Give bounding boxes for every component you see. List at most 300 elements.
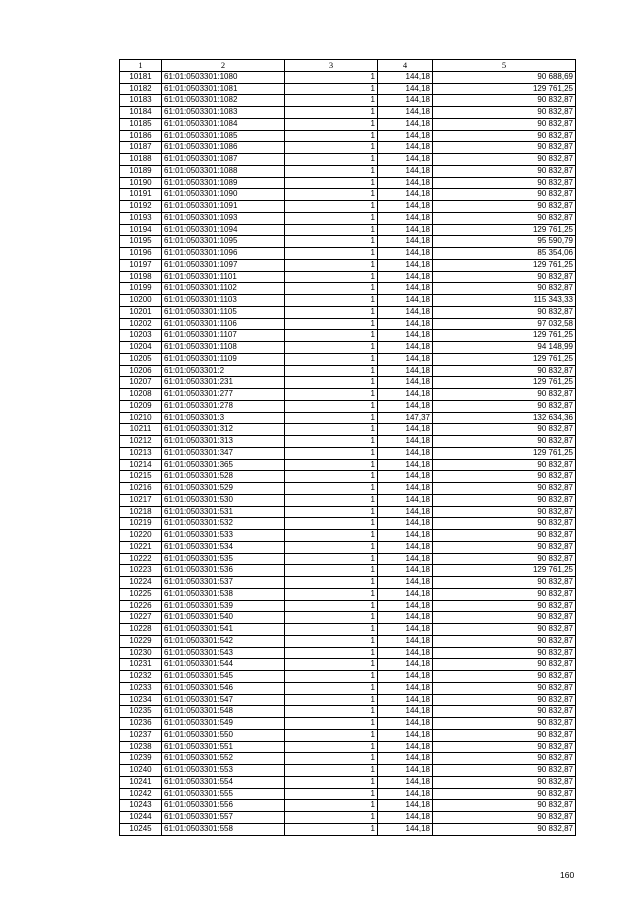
cadastral-number-cell: 61:01:0503301:529 (162, 483, 285, 495)
count-cell: 1 (285, 518, 378, 530)
row-index-cell: 10190 (120, 177, 162, 189)
cadastral-number-cell: 61:01:0503301:543 (162, 647, 285, 659)
row-index-cell: 10212 (120, 436, 162, 448)
value-cell: 90 832,87 (433, 494, 576, 506)
count-cell: 1 (285, 483, 378, 495)
area-cell: 144,18 (378, 671, 433, 683)
value-cell: 90 832,87 (433, 812, 576, 824)
cadastral-number-cell: 61:01:0503301:1095 (162, 236, 285, 248)
row-index-cell: 10244 (120, 812, 162, 824)
count-cell: 1 (285, 694, 378, 706)
value-cell: 90 832,87 (433, 459, 576, 471)
area-cell: 144,18 (378, 436, 433, 448)
cadastral-number-cell: 61:01:0503301:231 (162, 377, 285, 389)
value-cell: 90 832,87 (433, 306, 576, 318)
row-index-cell: 10187 (120, 142, 162, 154)
value-cell: 90 832,87 (433, 436, 576, 448)
table-row (120, 706, 576, 718)
area-cell: 144,18 (378, 318, 433, 330)
cadastral-number-cell: 61:01:0503301:1105 (162, 306, 285, 318)
count-cell: 1 (285, 553, 378, 565)
table-row (120, 107, 576, 119)
count-cell: 1 (285, 530, 378, 542)
row-index-cell: 10191 (120, 189, 162, 201)
row-index-cell: 10223 (120, 565, 162, 577)
value-cell: 90 832,87 (433, 741, 576, 753)
area-cell: 144,18 (378, 530, 433, 542)
cadastral-number-cell: 61:01:0503301:545 (162, 671, 285, 683)
table-row (120, 330, 576, 342)
table-row (120, 142, 576, 154)
value-cell: 95 590,79 (433, 236, 576, 248)
table-row (120, 295, 576, 307)
value-cell: 90 832,87 (433, 718, 576, 730)
table-row (120, 389, 576, 401)
row-index-cell: 10221 (120, 541, 162, 553)
table-row (120, 71, 576, 83)
row-index-cell: 10226 (120, 600, 162, 612)
value-cell: 85 354,06 (433, 248, 576, 260)
area-cell: 144,18 (378, 342, 433, 354)
area-cell: 144,18 (378, 541, 433, 553)
cadastral-number-cell: 61:01:0503301:1084 (162, 118, 285, 130)
row-index-cell: 10225 (120, 588, 162, 600)
area-cell: 144,18 (378, 565, 433, 577)
cadastral-number-cell: 61:01:0503301:1103 (162, 295, 285, 307)
value-cell: 90 832,87 (433, 682, 576, 694)
table-row (120, 753, 576, 765)
table-row (120, 788, 576, 800)
table-row (120, 224, 576, 236)
row-index-cell: 10236 (120, 718, 162, 730)
count-cell: 1 (285, 447, 378, 459)
table-row (120, 577, 576, 589)
value-cell: 90 832,87 (433, 635, 576, 647)
column-header-1: 1 (120, 60, 162, 72)
count-cell: 1 (285, 753, 378, 765)
cadastral-number-cell: 61:01:0503301:278 (162, 400, 285, 412)
value-cell: 129 761,25 (433, 447, 576, 459)
cadastral-number-cell: 61:01:0503301:1093 (162, 212, 285, 224)
value-cell: 90 832,87 (433, 165, 576, 177)
value-cell: 90 832,87 (433, 588, 576, 600)
area-cell: 144,18 (378, 389, 433, 401)
count-cell: 1 (285, 295, 378, 307)
area-cell: 144,18 (378, 154, 433, 166)
table-row (120, 201, 576, 213)
table-row (120, 342, 576, 354)
value-cell: 94 148,99 (433, 342, 576, 354)
cadastral-number-cell: 61:01:0503301:1088 (162, 165, 285, 177)
cadastral-number-cell: 61:01:0503301:558 (162, 823, 285, 835)
count-cell: 1 (285, 635, 378, 647)
cadastral-number-cell: 61:01:0503301:530 (162, 494, 285, 506)
cadastral-number-cell: 61:01:0503301:542 (162, 635, 285, 647)
row-index-cell: 10228 (120, 624, 162, 636)
area-cell: 144,18 (378, 776, 433, 788)
value-cell: 90 832,87 (433, 776, 576, 788)
cadastral-number-cell: 61:01:0503301:1080 (162, 71, 285, 83)
value-cell: 90 832,87 (433, 400, 576, 412)
area-cell: 144,18 (378, 83, 433, 95)
area-cell: 144,18 (378, 177, 433, 189)
table-row (120, 447, 576, 459)
row-index-cell: 10218 (120, 506, 162, 518)
value-cell: 90 832,87 (433, 212, 576, 224)
column-header-5: 5 (433, 60, 576, 72)
cadastral-number-cell: 61:01:0503301:1087 (162, 154, 285, 166)
cadastral-number-cell: 61:01:0503301:1086 (162, 142, 285, 154)
row-index-cell: 10185 (120, 118, 162, 130)
row-index-cell: 10199 (120, 283, 162, 295)
area-cell: 144,18 (378, 224, 433, 236)
area-cell: 144,18 (378, 295, 433, 307)
row-index-cell: 10222 (120, 553, 162, 565)
table-row (120, 588, 576, 600)
area-cell: 144,18 (378, 682, 433, 694)
column-header-3: 3 (285, 60, 378, 72)
row-index-cell: 10214 (120, 459, 162, 471)
count-cell: 1 (285, 682, 378, 694)
value-cell: 90 832,87 (433, 189, 576, 201)
data-table (119, 59, 576, 836)
area-cell: 144,18 (378, 741, 433, 753)
cadastral-number-cell: 61:01:0503301:528 (162, 471, 285, 483)
row-index-cell: 10200 (120, 295, 162, 307)
row-index-cell: 10188 (120, 154, 162, 166)
table-row (120, 671, 576, 683)
area-cell: 144,18 (378, 647, 433, 659)
count-cell: 1 (285, 424, 378, 436)
data-table-container (119, 59, 576, 836)
area-cell: 144,18 (378, 353, 433, 365)
count-cell: 1 (285, 118, 378, 130)
area-cell: 144,18 (378, 248, 433, 260)
row-index-cell: 10193 (120, 212, 162, 224)
count-cell: 1 (285, 142, 378, 154)
count-cell: 1 (285, 189, 378, 201)
table-row (120, 365, 576, 377)
value-cell: 90 832,87 (433, 541, 576, 553)
count-cell: 1 (285, 107, 378, 119)
count-cell: 1 (285, 812, 378, 824)
row-index-cell: 10183 (120, 95, 162, 107)
row-index-cell: 10229 (120, 635, 162, 647)
value-cell: 90 832,87 (433, 765, 576, 777)
cadastral-number-cell: 61:01:0503301:544 (162, 659, 285, 671)
count-cell: 1 (285, 342, 378, 354)
row-index-cell: 10209 (120, 400, 162, 412)
cadastral-number-cell: 61:01:0503301:277 (162, 389, 285, 401)
cadastral-number-cell: 61:01:0503301:312 (162, 424, 285, 436)
area-cell: 144,18 (378, 400, 433, 412)
table-row (120, 483, 576, 495)
area-cell: 144,18 (378, 377, 433, 389)
row-index-cell: 10219 (120, 518, 162, 530)
cadastral-number-cell: 61:01:0503301:536 (162, 565, 285, 577)
cadastral-number-cell: 61:01:0503301:548 (162, 706, 285, 718)
count-cell: 1 (285, 201, 378, 213)
row-index-cell: 10197 (120, 259, 162, 271)
value-cell: 129 761,25 (433, 330, 576, 342)
count-cell: 1 (285, 177, 378, 189)
value-cell: 90 832,87 (433, 729, 576, 741)
table-row (120, 259, 576, 271)
cadastral-number-cell: 61:01:0503301:538 (162, 588, 285, 600)
value-cell: 90 832,87 (433, 424, 576, 436)
row-index-cell: 10216 (120, 483, 162, 495)
table-row (120, 624, 576, 636)
value-cell: 90 832,87 (433, 154, 576, 166)
area-cell: 144,18 (378, 142, 433, 154)
count-cell: 1 (285, 130, 378, 142)
table-row (120, 647, 576, 659)
table-row (120, 553, 576, 565)
row-index-cell: 10186 (120, 130, 162, 142)
row-index-cell: 10206 (120, 365, 162, 377)
table-row (120, 318, 576, 330)
area-cell: 144,18 (378, 494, 433, 506)
value-cell: 90 688,69 (433, 71, 576, 83)
value-cell: 90 832,87 (433, 118, 576, 130)
cadastral-number-cell: 61:01:0503301:553 (162, 765, 285, 777)
count-cell: 1 (285, 236, 378, 248)
table-row (120, 424, 576, 436)
table-row (120, 271, 576, 283)
value-cell: 132 634,36 (433, 412, 576, 424)
cadastral-number-cell: 61:01:0503301:535 (162, 553, 285, 565)
cadastral-number-cell: 61:01:0503301:3 (162, 412, 285, 424)
table-body (120, 71, 576, 835)
table-row (120, 212, 576, 224)
row-index-cell: 10231 (120, 659, 162, 671)
count-cell: 1 (285, 306, 378, 318)
count-cell: 1 (285, 365, 378, 377)
row-index-cell: 10192 (120, 201, 162, 213)
table-row (120, 518, 576, 530)
column-header-2: 2 (162, 60, 285, 72)
cadastral-number-cell: 61:01:0503301:365 (162, 459, 285, 471)
row-index-cell: 10207 (120, 377, 162, 389)
value-cell: 90 832,87 (433, 530, 576, 542)
area-cell: 144,18 (378, 635, 433, 647)
count-cell: 1 (285, 706, 378, 718)
area-cell: 144,18 (378, 588, 433, 600)
table-row (120, 612, 576, 624)
area-cell: 144,18 (378, 718, 433, 730)
row-index-cell: 10198 (120, 271, 162, 283)
value-cell: 90 832,87 (433, 788, 576, 800)
count-cell: 1 (285, 283, 378, 295)
row-index-cell: 10213 (120, 447, 162, 459)
value-cell: 129 761,25 (433, 259, 576, 271)
cadastral-number-cell: 61:01:0503301:531 (162, 506, 285, 518)
row-index-cell: 10217 (120, 494, 162, 506)
area-cell: 144,18 (378, 271, 433, 283)
table-row (120, 95, 576, 107)
cadastral-number-cell: 61:01:0503301:2 (162, 365, 285, 377)
count-cell: 1 (285, 600, 378, 612)
table-row (120, 377, 576, 389)
area-cell: 144,18 (378, 577, 433, 589)
table-row (120, 471, 576, 483)
row-index-cell: 10238 (120, 741, 162, 753)
value-cell: 90 832,87 (433, 753, 576, 765)
count-cell: 1 (285, 353, 378, 365)
value-cell: 90 832,87 (433, 518, 576, 530)
count-cell: 1 (285, 436, 378, 448)
count-cell: 1 (285, 565, 378, 577)
row-index-cell: 10195 (120, 236, 162, 248)
cadastral-number-cell: 61:01:0503301:537 (162, 577, 285, 589)
table-row (120, 718, 576, 730)
count-cell: 1 (285, 165, 378, 177)
cadastral-number-cell: 61:01:0503301:1108 (162, 342, 285, 354)
value-cell: 90 832,87 (433, 553, 576, 565)
table-row (120, 812, 576, 824)
count-cell: 1 (285, 459, 378, 471)
cadastral-number-cell: 61:01:0503301:555 (162, 788, 285, 800)
count-cell: 1 (285, 377, 378, 389)
table-row (120, 635, 576, 647)
area-cell: 144,18 (378, 165, 433, 177)
area-cell: 144,18 (378, 471, 433, 483)
table-row (120, 565, 576, 577)
count-cell: 1 (285, 788, 378, 800)
cadastral-number-cell: 61:01:0503301:1089 (162, 177, 285, 189)
cadastral-number-cell: 61:01:0503301:1107 (162, 330, 285, 342)
table-row (120, 177, 576, 189)
value-cell: 90 832,87 (433, 612, 576, 624)
row-index-cell: 10205 (120, 353, 162, 365)
row-index-cell: 10204 (120, 342, 162, 354)
table-row (120, 436, 576, 448)
table-row (120, 165, 576, 177)
area-cell: 144,18 (378, 107, 433, 119)
cadastral-number-cell: 61:01:0503301:539 (162, 600, 285, 612)
area-cell: 144,18 (378, 706, 433, 718)
cadastral-number-cell: 61:01:0503301:1094 (162, 224, 285, 236)
count-cell: 1 (285, 823, 378, 835)
count-cell: 1 (285, 776, 378, 788)
value-cell: 129 761,25 (433, 83, 576, 95)
count-cell: 1 (285, 612, 378, 624)
value-cell: 90 832,87 (433, 389, 576, 401)
table-row (120, 412, 576, 424)
cadastral-number-cell: 61:01:0503301:552 (162, 753, 285, 765)
table-row (120, 800, 576, 812)
cadastral-number-cell: 61:01:0503301:540 (162, 612, 285, 624)
area-cell: 144,18 (378, 365, 433, 377)
area-cell: 144,18 (378, 189, 433, 201)
table-row (120, 729, 576, 741)
row-index-cell: 10201 (120, 306, 162, 318)
cadastral-number-cell: 61:01:0503301:1096 (162, 248, 285, 260)
value-cell: 90 832,87 (433, 365, 576, 377)
area-cell: 144,18 (378, 118, 433, 130)
count-cell: 1 (285, 154, 378, 166)
table-row (120, 741, 576, 753)
table-row (120, 83, 576, 95)
cadastral-number-cell: 61:01:0503301:551 (162, 741, 285, 753)
row-index-cell: 10184 (120, 107, 162, 119)
row-index-cell: 10211 (120, 424, 162, 436)
area-cell: 144,18 (378, 612, 433, 624)
table-row (120, 494, 576, 506)
area-cell: 144,18 (378, 424, 433, 436)
count-cell: 1 (285, 671, 378, 683)
count-cell: 1 (285, 471, 378, 483)
area-cell: 144,18 (378, 788, 433, 800)
count-cell: 1 (285, 506, 378, 518)
row-index-cell: 10224 (120, 577, 162, 589)
row-index-cell: 10182 (120, 83, 162, 95)
count-cell: 1 (285, 83, 378, 95)
area-cell: 144,18 (378, 553, 433, 565)
area-cell: 144,18 (378, 506, 433, 518)
area-cell: 144,18 (378, 800, 433, 812)
area-cell: 144,18 (378, 753, 433, 765)
row-index-cell: 10239 (120, 753, 162, 765)
table-row (120, 283, 576, 295)
area-cell: 144,18 (378, 330, 433, 342)
table-row (120, 236, 576, 248)
row-index-cell: 10233 (120, 682, 162, 694)
value-cell: 90 832,87 (433, 506, 576, 518)
row-index-cell: 10189 (120, 165, 162, 177)
value-cell: 129 761,25 (433, 224, 576, 236)
cadastral-number-cell: 61:01:0503301:1083 (162, 107, 285, 119)
cadastral-number-cell: 61:01:0503301:533 (162, 530, 285, 542)
value-cell: 90 832,87 (433, 823, 576, 835)
row-index-cell: 10243 (120, 800, 162, 812)
value-cell: 90 832,87 (433, 600, 576, 612)
table-row (120, 765, 576, 777)
area-cell: 144,18 (378, 447, 433, 459)
count-cell: 1 (285, 659, 378, 671)
value-cell: 129 761,25 (433, 377, 576, 389)
area-cell: 144,18 (378, 201, 433, 213)
value-cell: 90 832,87 (433, 694, 576, 706)
header-row (120, 60, 576, 72)
count-cell: 1 (285, 588, 378, 600)
table-row (120, 189, 576, 201)
table-row (120, 306, 576, 318)
count-cell: 1 (285, 624, 378, 636)
count-cell: 1 (285, 741, 378, 753)
count-cell: 1 (285, 494, 378, 506)
table-row (120, 353, 576, 365)
table-row (120, 659, 576, 671)
table-row (120, 530, 576, 542)
table-row (120, 694, 576, 706)
table-row (120, 459, 576, 471)
row-index-cell: 10227 (120, 612, 162, 624)
column-header-4: 4 (378, 60, 433, 72)
row-index-cell: 10202 (120, 318, 162, 330)
area-cell: 144,18 (378, 812, 433, 824)
count-cell: 1 (285, 412, 378, 424)
cadastral-number-cell: 61:01:0503301:1101 (162, 271, 285, 283)
value-cell: 90 832,87 (433, 130, 576, 142)
row-index-cell: 10235 (120, 706, 162, 718)
cadastral-number-cell: 61:01:0503301:1090 (162, 189, 285, 201)
area-cell: 144,18 (378, 306, 433, 318)
value-cell: 90 832,87 (433, 671, 576, 683)
area-cell: 144,18 (378, 212, 433, 224)
area-cell: 144,18 (378, 765, 433, 777)
count-cell: 1 (285, 71, 378, 83)
